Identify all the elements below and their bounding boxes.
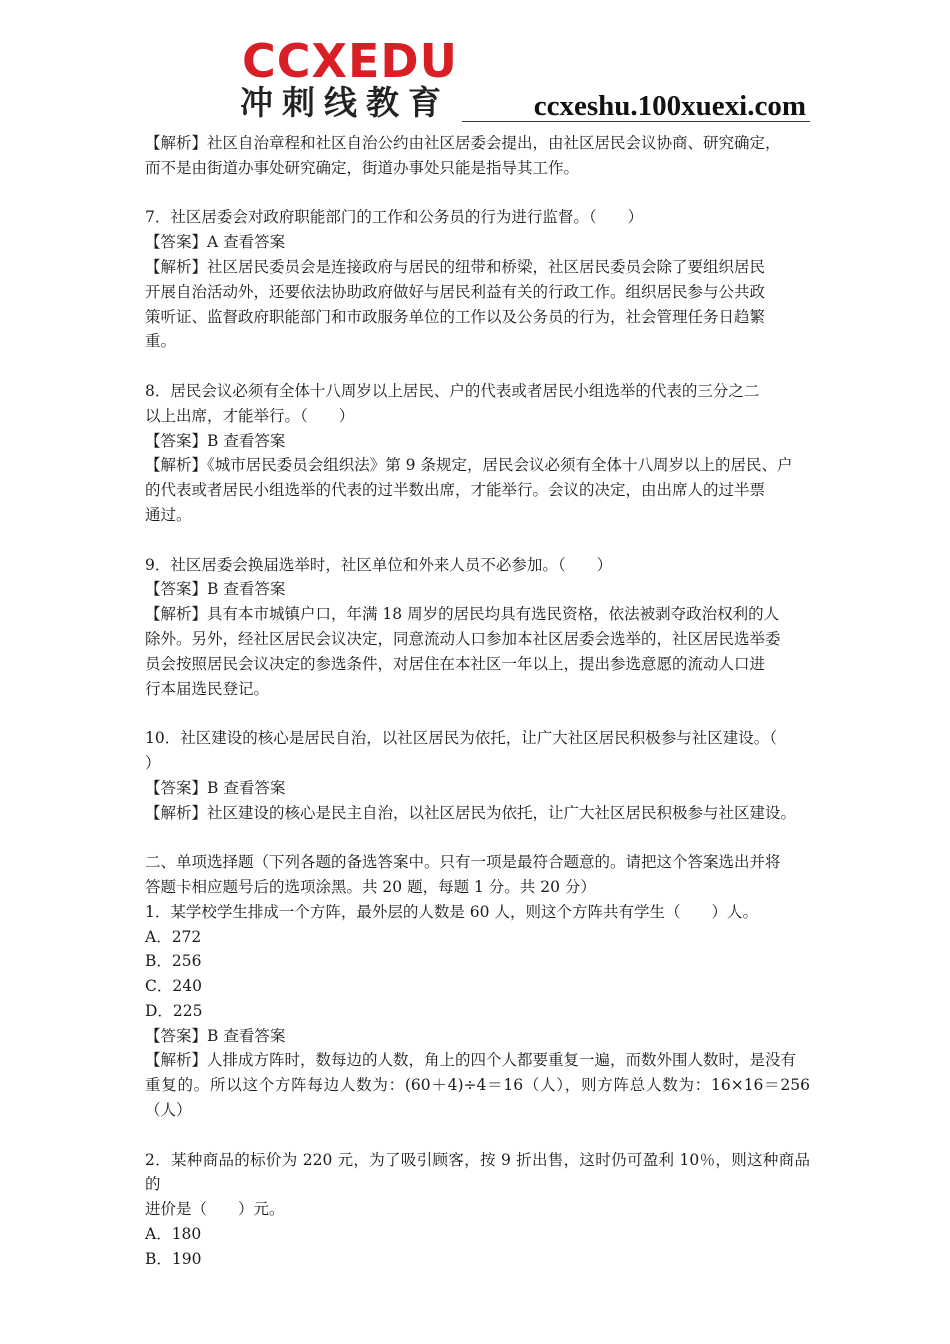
text-line: 10．社区建设的核心是居民自治，以社区居民为依托，让广大社区居民积极参与社区建设。（ — [145, 729, 777, 748]
text-line: 进价是（ ）元。 — [145, 1200, 285, 1219]
text-line: 9．社区居委会换届选举时，社区单位和外来人员不必参加。（ ） — [145, 555, 613, 574]
text-line: 【答案】B 查看答案 — [145, 778, 286, 797]
text-line: 除外。另外，经社区居民会议决定，同意流动人口参加本社区居委会选举的，社区居民选举委 — [145, 629, 781, 648]
text-line: 而不是由街道办事处研究确定，街道办事处只能是指导其工作。 — [145, 158, 580, 177]
text-line: 【答案】B 查看答案 — [145, 580, 286, 599]
text-line: 【答案】B 查看答案 — [145, 431, 286, 450]
text-line: 2．某种商品的标价为 220 元，为了吸引顾客，按 9 折出售，这时仍可盈利 10％，则这种商品的 — [145, 1150, 810, 1194]
text-line: 行本届选民登记。 — [145, 679, 270, 698]
paragraph-gap — [145, 354, 810, 379]
paragraph-gap — [145, 825, 810, 850]
brand-logo-chinese: 冲刺线教育 — [240, 83, 450, 122]
text-line: C．240 — [145, 977, 202, 996]
text-line: 重。 — [145, 332, 177, 351]
text-line: 重复的。所以这个方阵每边人数为：(60＋4)÷4＝16（人），则方阵总人数为：16×16＝256（人） — [145, 1076, 810, 1120]
text-line: 【解析】社区居民委员会是连接政府与居民的纽带和桥梁，社区居民委员会除了要组织居民 — [145, 257, 766, 276]
paragraph-gap — [145, 701, 810, 726]
text-line: ） — [145, 753, 161, 772]
text-line: 【解析】具有本市城镇户口，年满 18 周岁的居民均具有选民资格，依法被剥夺政治权利的人 — [145, 605, 780, 624]
page-header — [240, 34, 810, 123]
text-line: 通过。 — [145, 505, 192, 524]
text-line: D．225 — [145, 1001, 203, 1020]
text-line: 【解析】人排成方阵时，数每边的人数，角上的四个人都要重复一遍，而数外围人数时，是没有 — [145, 1051, 797, 1070]
paragraph-gap — [145, 181, 810, 206]
brand-logo: CCXEDU — [242, 34, 458, 88]
text-line: B．256 — [145, 952, 202, 971]
text-line: 二、单项选择题（下列各题的备选答案中。只有一项是最符合题意的。请把这个答案选出并将 — [145, 853, 781, 872]
text-line: 的代表或者居民小组选举的代表的过半数出席，才能举行。会议的决定，由出席人的过半票 — [145, 481, 766, 500]
document-body — [145, 131, 810, 1272]
text-line: 【答案】B 查看答案 — [145, 1026, 286, 1045]
text-line: 开展自治活动外，还要依法协助政府做好与居民利益有关的行政工作。组织居民参与公共政 — [145, 282, 766, 301]
text-line: A．180 — [145, 1225, 202, 1244]
text-line: 【答案】A 查看答案 — [145, 233, 286, 252]
text-line: A．272 — [145, 927, 202, 946]
text-line: 8．居民会议必须有全体十八周岁以上居民、户的代表或者居民小组选举的代表的三分之二 — [145, 381, 760, 400]
text-line: 【解析】社区自治章程和社区自治公约由社区居委会提出，由社区居民会议协商、研究确定， — [145, 134, 781, 152]
text-line: 7．社区居委会对政府职能部门的工作和公务员的行为进行监督。（ ） — [145, 208, 644, 227]
text-line: 1．某学校学生排成一个方阵，最外层的人数是 60 人，则这个方阵共有学生（ ）人。 — [145, 902, 758, 921]
text-line: 策听证、监督政府职能部门和市政服务单位的工作以及公务员的行为，社会管理任务日趋繁 — [145, 307, 766, 326]
text-line: 【解析】《城市居民委员会组织法》第 9 条规定，居民会议必须有全体十八周岁以上的居民、户 — [145, 456, 793, 475]
text-line: 答题卡相应题号后的选项涂黑。共 20 题，每题 1 分。共 20 分） — [145, 877, 596, 896]
text-line: 【解析】社区建设的核心是民主自治，以社区居民为依托，让广大社区居民积极参与社区建设。 — [145, 803, 797, 822]
paragraph-gap — [145, 528, 810, 553]
header-divider — [462, 121, 810, 122]
text-line: 员会按照居民会议决定的参选条件，对居住在本社区一年以上，提出参选意愿的流动人口进 — [145, 654, 766, 673]
site-url: ccxeshu.100xuexi.com — [533, 90, 806, 122]
text-line: B．190 — [145, 1249, 202, 1268]
text-line: 以上出席，才能举行。（ ） — [145, 406, 355, 425]
paragraph-gap — [145, 1123, 810, 1148]
